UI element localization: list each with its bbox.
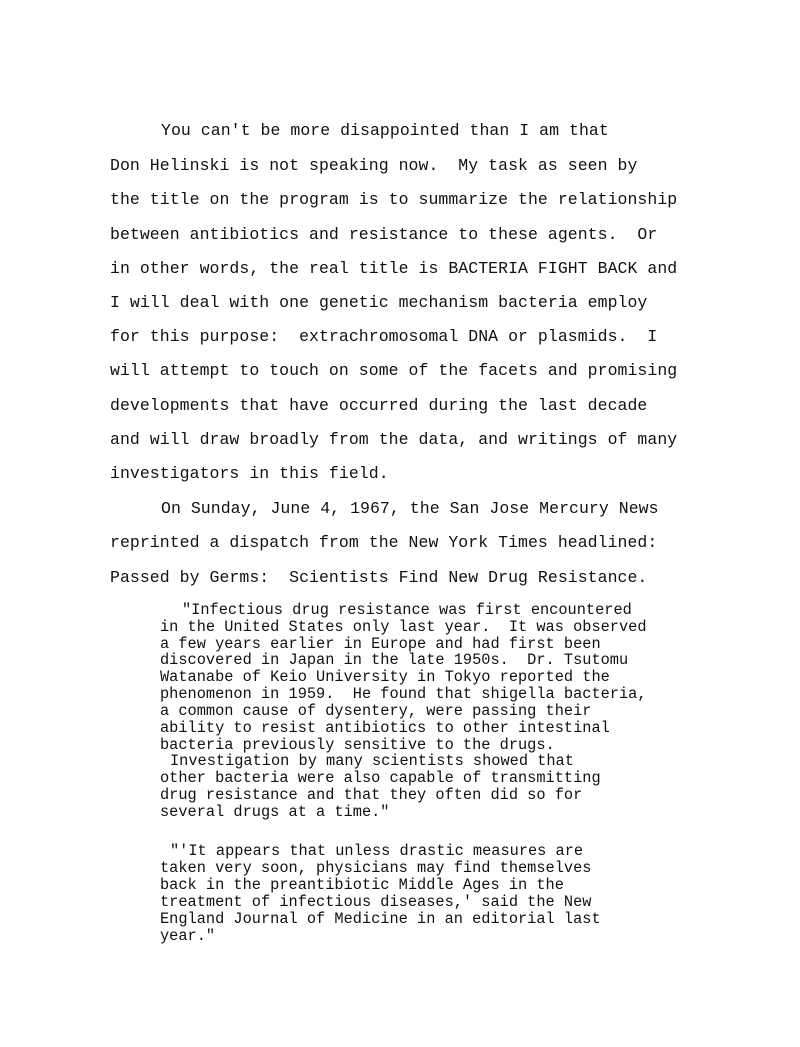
text-line: Don Helinski is not speaking now. My task as seen by	[110, 156, 638, 175]
text-line: the title on the program is to summarize the relationship	[110, 190, 678, 209]
text-line: between antibiotics and resistance to these agents. Or	[110, 225, 658, 244]
quote-line: back in the preantibiotic Middle Ages in the	[160, 876, 564, 894]
quote-line: a few years earlier in Europe and had first been	[160, 635, 601, 653]
quote-line: Watanabe of Keio University in Tokyo reported the	[160, 668, 610, 686]
quote-line: ability to resist antibiotics to other intestinal	[160, 719, 610, 737]
text-line: and will draw broadly from the data, and writings of many	[110, 430, 678, 449]
text-line: in other words, the real title is BACTERIA FIGHT BACK and	[110, 259, 678, 278]
quote-line: several drugs at a time."	[160, 803, 390, 821]
text-line: developments that have occurred during the last decade	[110, 396, 648, 415]
quote-line: "'It appears that unless drastic measures are	[170, 842, 584, 860]
text-line: investigators in this field.	[110, 464, 389, 483]
text-line: will attempt to touch on some of the facets and promising	[110, 361, 678, 380]
quote-line: discovered in Japan in the late 1950s. Dr. Tsutomu	[160, 651, 629, 669]
text-line: for this purpose: extrachromosomal DNA or plasmids. I	[110, 327, 658, 346]
quote-line: "Infectious drug resistance was first encountered	[182, 601, 632, 619]
quote-line: England Journal of Medicine in an editorial last	[160, 910, 601, 928]
text-line: Passed by Germs: Scientists Find New Drug Resistance.	[110, 568, 648, 587]
text-line: On Sunday, June 4, 1967, the San Jose Mercury News	[161, 499, 659, 518]
quote-line: taken very soon, physicians may find themselves	[160, 859, 592, 877]
quote-line: other bacteria were also capable of transmitting	[160, 769, 601, 787]
text-line: I will deal with one genetic mechanism bacteria employ	[110, 293, 648, 312]
text-line: You can't be more disappointed than I am that	[161, 121, 609, 140]
quote-line: year."	[160, 927, 216, 945]
quote-line: treatment of infectious diseases,' said the New	[160, 893, 592, 911]
quote-line: phenomenon in 1959. He found that shigella bacteria,	[160, 685, 647, 703]
text-line: reprinted a dispatch from the New York Times headlined:	[110, 533, 658, 552]
quote-line: drug resistance and that they often did so for	[160, 786, 583, 804]
quote-line: Investigation by many scientists showed that	[170, 752, 574, 770]
quote-line: bacteria previously sensitive to the drugs.	[160, 736, 555, 754]
quote-line: in the United States only last year. It was observed	[160, 618, 647, 636]
quote-line: a common cause of dysentery, were passing their	[160, 702, 592, 720]
